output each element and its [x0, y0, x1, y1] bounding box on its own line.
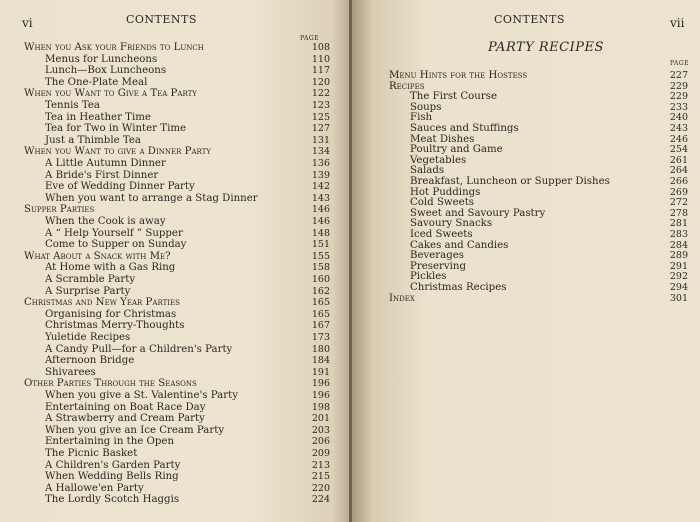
page-number: 203	[311, 424, 330, 436]
contents-entry: A Little Autumn Dinner	[45, 158, 166, 169]
contents-entry: Breakfast, Luncheon or Supper Dishes	[410, 176, 610, 187]
contents-entry: Tea in Heather Time	[45, 111, 151, 123]
page-number: 209	[311, 448, 330, 459]
contents-entry: Yuletide Recipes	[45, 332, 131, 343]
contents-entry: Salads	[410, 165, 445, 177]
section-heading: Recipes	[389, 80, 425, 92]
page-number: 269	[669, 186, 688, 198]
right-contents-list	[352, 0, 700, 522]
page-number: 142	[311, 181, 330, 193]
page-number: 229	[669, 91, 688, 103]
page-number: 213	[311, 459, 330, 471]
page-number: 191	[311, 366, 330, 378]
right-page	[352, 0, 700, 522]
page-number: 167	[311, 320, 330, 332]
contents-entry: Shivarees	[45, 366, 96, 378]
contents-entry: A Bride's First Dinner	[45, 169, 159, 181]
page-number: 165	[311, 308, 330, 320]
page-number: 240	[669, 112, 688, 124]
contents-entry: A Children's Garden Party	[45, 459, 181, 471]
contents-entry: A “ Help Yourself ” Supper	[45, 227, 183, 239]
contents-entry: Christmas Merry-Thoughts	[45, 320, 185, 332]
contents-entry: When you want to arrange a Stag Dinner	[45, 192, 258, 204]
section-heading: Supper Parties	[24, 204, 95, 216]
contents-entry: Menus for Luncheons	[45, 53, 158, 65]
page-number: 173	[311, 332, 330, 343]
section-heading: When you Want to give a Dinner Party	[24, 146, 211, 158]
page-number: 246	[669, 133, 688, 145]
section-heading: When you Want to Give a Tea Party	[24, 88, 197, 100]
page-number: 201	[311, 413, 330, 425]
section-heading: When you Ask your Friends to Lunch	[24, 42, 204, 53]
left-running-head: CONTENTS	[126, 13, 197, 26]
contents-entry: Sauces and Stuffings	[410, 123, 519, 134]
page-number: 110	[311, 53, 330, 65]
page-number: 272	[669, 197, 688, 209]
left-folio: vi	[22, 16, 33, 30]
contents-entry: Eve of Wedding Dinner Party	[45, 181, 195, 193]
page-number: 122	[311, 88, 330, 100]
page-number: 229	[669, 80, 688, 92]
section-heading: Christmas and New Year Parties	[24, 297, 180, 309]
contents-entry: Sweet and Savoury Pastry	[410, 207, 546, 219]
contents-entry: Lunch—Box Luncheons	[45, 65, 167, 77]
page-number: 127	[311, 123, 330, 135]
contents-entry: A Hallowe'en Party	[45, 482, 144, 494]
contents-entry: Beverages	[410, 250, 465, 262]
contents-entry: Iced Sweets	[410, 229, 473, 240]
contents-entry: Tea for Two in Winter Time	[45, 123, 187, 135]
contents-entry: Entertaining in the Open	[45, 436, 175, 448]
contents-entry: Christmas Recipes	[410, 282, 507, 293]
contents-entry: Pickles	[410, 271, 447, 283]
contents-entry: The One-Plate Meal	[45, 76, 148, 88]
contents-entry: A Candy Pull—for a Children's Party	[45, 343, 233, 355]
contents-entry: Entertaining on Boat Race Day	[45, 401, 206, 413]
page-number: 284	[669, 239, 688, 251]
page-number: 196	[311, 390, 330, 401]
section-heading: Menu Hints for the Hostess	[389, 70, 528, 81]
contents-entry: A Surprise Party	[45, 285, 131, 297]
page-number: 254	[669, 144, 688, 156]
contents-entry: Come to Supper on Sunday	[45, 239, 187, 251]
page-number: 224	[311, 494, 330, 506]
page-number: 136	[311, 158, 330, 169]
page-number: 146	[311, 204, 330, 216]
page-number: 125	[311, 111, 330, 123]
page-number: 151	[311, 239, 330, 251]
page-number: 289	[669, 250, 688, 262]
page-number: 158	[311, 262, 330, 274]
contents-entry: The Lordly Scotch Haggis	[45, 494, 180, 506]
contents-entry: When the Cook is away	[45, 216, 166, 227]
section-heading: What About a Snack with Me?	[24, 250, 171, 262]
page-number: 283	[669, 229, 688, 240]
page-number: 160	[311, 274, 330, 285]
right-page-label: PAGE	[670, 60, 689, 67]
contents-entry: Just a Thimble Tea	[45, 134, 141, 146]
page-number: 184	[311, 355, 330, 367]
page-number: 143	[311, 192, 330, 204]
page-number: 131	[311, 134, 330, 146]
page-number: 220	[311, 482, 330, 494]
page-number: 278	[669, 207, 688, 219]
contents-entry: Tennis Tea	[45, 100, 100, 111]
contents-entry: Cakes and Candies	[410, 239, 509, 251]
left-page-label: PAGE	[300, 35, 319, 42]
page-number: 292	[669, 271, 688, 283]
page-number: 264	[669, 165, 688, 177]
page-number: 134	[311, 146, 330, 158]
contents-entry: Savoury Snacks	[410, 218, 493, 230]
page-number: 108	[311, 42, 330, 53]
contents-entry: A Scramble Party	[45, 274, 136, 285]
page-number: 146	[311, 216, 330, 227]
page-number: 206	[311, 436, 330, 448]
page-number: 301	[669, 292, 688, 304]
contents-entry: At Home with a Gas Ring	[45, 262, 176, 274]
contents-entry: Meat Dishes	[410, 133, 475, 145]
page-number: 233	[669, 101, 688, 113]
contents-entry: Cold Sweets	[410, 197, 475, 209]
page-number: 180	[311, 343, 330, 355]
page-number: 261	[669, 154, 688, 166]
contents-entry: Poultry and Game	[410, 144, 503, 156]
section-heading: Index	[389, 292, 415, 304]
right-running-head: CONTENTS	[494, 13, 565, 26]
contents-entry: Fish	[410, 112, 433, 124]
page-number: 139	[311, 169, 330, 181]
page-number: 196	[311, 378, 330, 390]
contents-entry: Organising for Christmas	[45, 308, 177, 320]
section-heading: Other Parties Through the Seasons	[24, 378, 197, 390]
contents-entry: Soups	[410, 101, 442, 113]
contents-entry: Hot Puddings	[410, 186, 481, 198]
contents-entry: Vegetables	[410, 154, 467, 166]
page-number: 155	[311, 250, 330, 262]
contents-entry: When Wedding Bells Ring	[45, 471, 179, 483]
page-number: 266	[669, 176, 688, 187]
part-title: PARTY RECIPES	[488, 40, 604, 55]
contents-entry: The First Course	[410, 91, 497, 103]
page-number: 227	[669, 70, 688, 81]
contents-entry: When you give a St. Valentine's Party	[45, 390, 238, 401]
page-number: 291	[669, 260, 688, 272]
page-number: 198	[311, 401, 330, 413]
right-folio: vii	[670, 16, 685, 30]
page-number: 148	[311, 227, 330, 239]
contents-entry: A Strawberry and Cream Party	[45, 413, 205, 425]
contents-entry: Afternoon Bridge	[45, 355, 135, 367]
page-number: 117	[311, 65, 330, 77]
page-number: 165	[311, 297, 330, 309]
contents-entry: The Picnic Basket	[45, 448, 138, 459]
page-number: 243	[669, 123, 688, 134]
page-number: 215	[311, 471, 330, 483]
page-number: 294	[669, 282, 688, 293]
page-number: 123	[311, 100, 330, 111]
contents-entry: Preserving	[410, 260, 466, 272]
contents-entry: When you give an Ice Cream Party	[45, 424, 225, 436]
page-number: 162	[311, 285, 330, 297]
page-number: 281	[669, 218, 688, 230]
page-number: 120	[311, 76, 330, 88]
